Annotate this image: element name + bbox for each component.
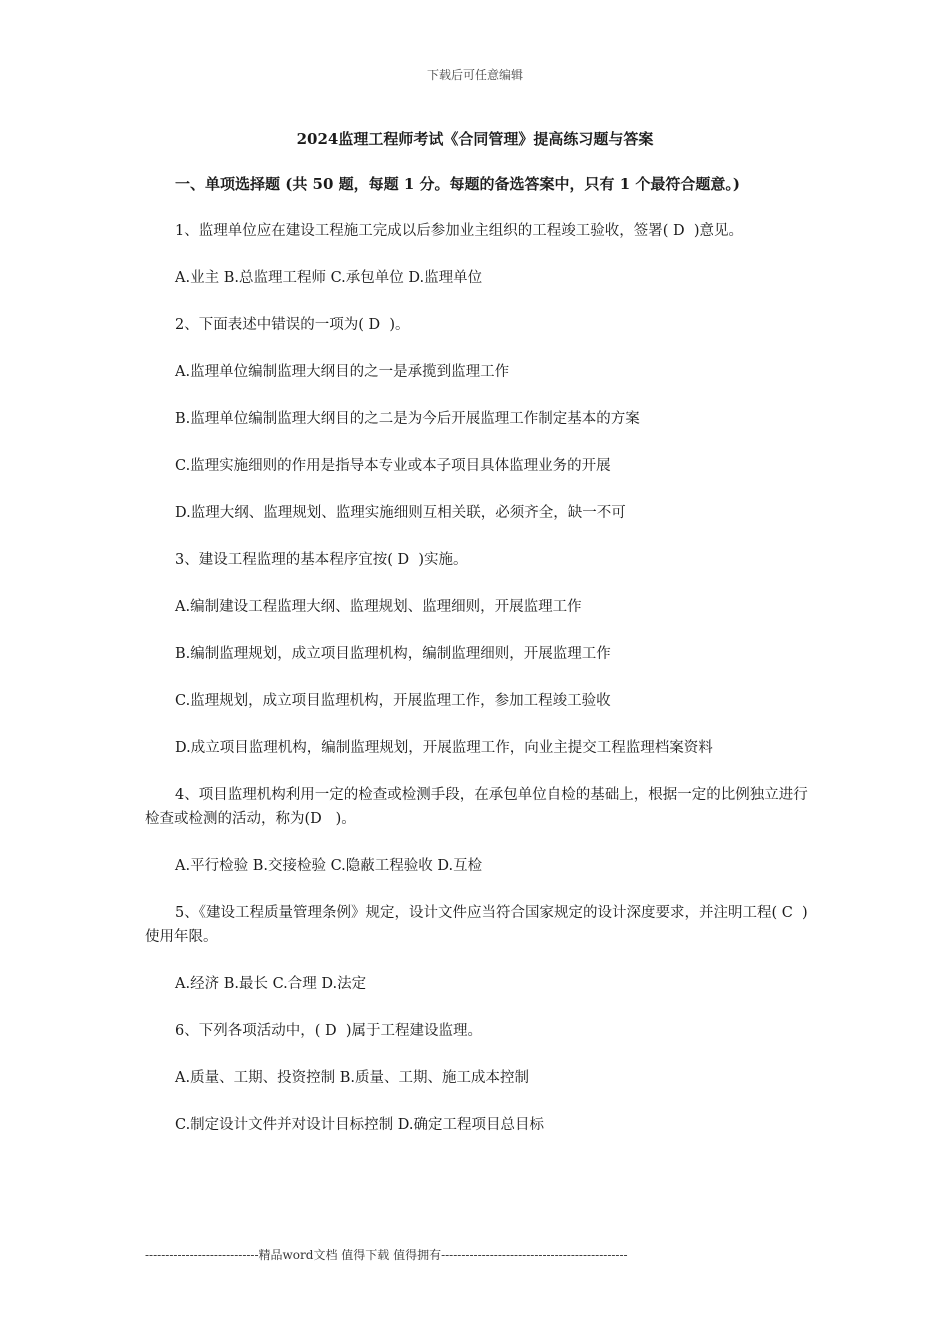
question-2-option-b: B.监理单位编制监理大纲目的之二是为今后开展监理工作制定基本的方案: [175, 411, 640, 427]
question-4: 4、项目监理机构利用一定的检查或检测手段，在承包单位自检的基础上，根据一定的比例独立进行检查或检测的活动，称为(D )。: [145, 787, 808, 827]
question-3-option-a: A.编制建设工程监理大纲、监理规划、监理细则，开展监理工作: [175, 599, 582, 615]
question-2-option-a: A.监理单位编制监理大纲目的之一是承揽到监理工作: [175, 364, 510, 380]
document-body: [145, 172, 810, 1160]
question-1: 1、监理单位应在建设工程施工完成以后参加业主组织的工程竣工验收，签署( D )意见。: [175, 223, 743, 239]
question-5: 5、《建设工程质量管理条例》规定，设计文件应当符合国家规定的设计深度要求，并注明工程( C )使用年限。: [145, 905, 808, 945]
question-2-option-d: D.监理大纲、监理规划、监理实施细则互相关联，必须齐全，缺一不可: [175, 505, 626, 521]
question-3-option-b: B.编制监理规划，成立项目监理机构，编制监理细则，开展监理工作: [175, 646, 611, 662]
question-3-option-d: D.成立项目监理机构，编制监理规划，开展监理工作，向业主提交工程监理档案资料: [175, 740, 713, 756]
page-header-note: 下载后可任意编辑: [426, 68, 523, 82]
document-title: 2024监理工程师考试《合同管理》提高练习题与答案: [296, 130, 654, 148]
question-6-options-cd: C.制定设计文件并对设计目标控制 D.确定工程项目总目标: [175, 1117, 545, 1133]
page-footer: ----------------------------精品word文档 值得下载 值得拥有----------------------------------------------: [145, 1248, 628, 1262]
question-2-option-c: C.监理实施细则的作用是指导本专业或本子项目具体监理业务的开展: [175, 458, 611, 474]
question-3-option-c: C.监理规划，成立项目监理机构，开展监理工作，参加工程竣工验收: [175, 693, 611, 709]
question-3: 3、建设工程监理的基本程序宜按( D )实施。: [175, 552, 468, 568]
question-4-options: A.平行检验 B.交接检验 C.隐蔽工程验收 D.互检: [175, 858, 483, 874]
question-2: 2、下面表述中错误的一项为( D )。: [175, 317, 410, 333]
question-1-options: A.业主 B.总监理工程师 C.承包单位 D.监理单位: [175, 270, 483, 286]
section-heading: 一、单项选择题 (共 50 题，每题 1 分。每题的备选答案中，只有 1 个最符合题意。): [175, 175, 741, 193]
question-6-options-ab: A.质量、工期、投资控制 B.质量、工期、施工成本控制: [175, 1070, 529, 1086]
question-5-options: A.经济 B.最长 C.合理 D.法定: [175, 976, 367, 992]
question-6: 6、下列各项活动中，( D )属于工程建设监理。: [175, 1023, 482, 1039]
